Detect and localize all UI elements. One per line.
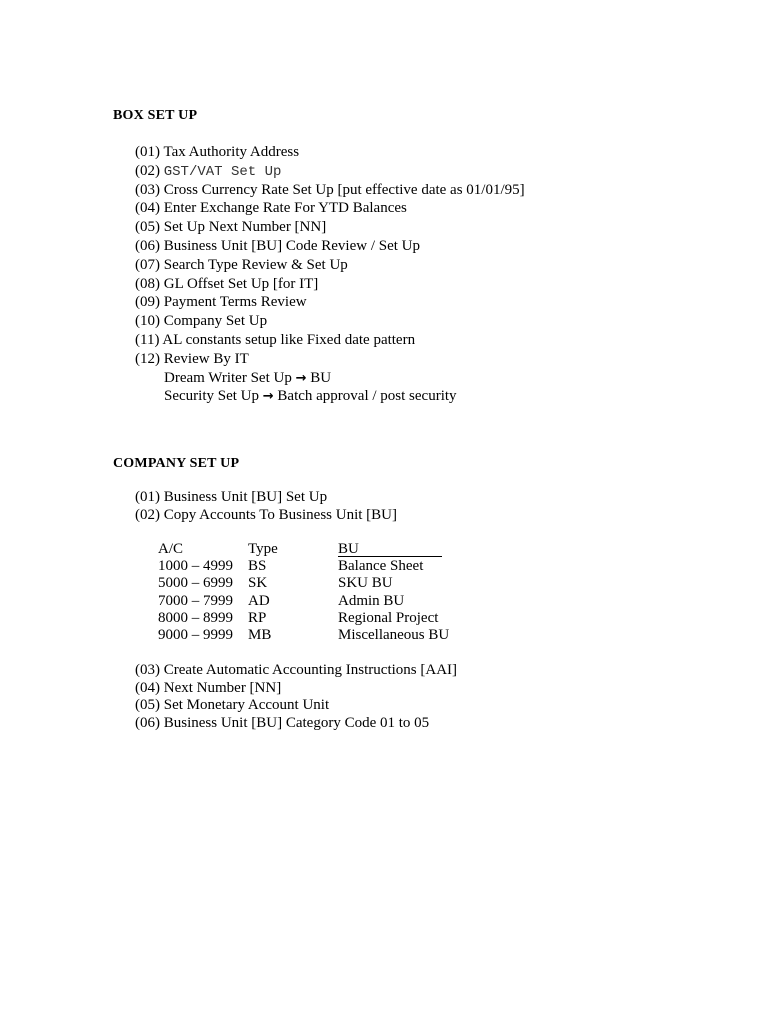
table-cell: SK xyxy=(248,575,268,592)
item-number: (03) xyxy=(135,662,160,678)
item-number: (01) xyxy=(135,144,160,160)
item-text: Copy Accounts To Business Unit [BU] xyxy=(163,506,398,523)
table-cell: Regional Project xyxy=(338,609,439,626)
table-cell: RP xyxy=(248,609,267,626)
table-cell: BS xyxy=(248,558,267,575)
sub-item-right: BU xyxy=(310,369,332,386)
item-number: (11) xyxy=(135,331,160,348)
item-number: (10) xyxy=(135,313,160,330)
item-text: AL constants setup like Fixed date pattern xyxy=(162,331,416,348)
sub-item xyxy=(135,387,525,406)
item-number: (07) xyxy=(135,256,160,273)
table-header-row xyxy=(158,541,453,558)
item-number: (03) xyxy=(135,181,160,198)
table-cell: 9000 – 9999 xyxy=(158,627,233,644)
item-text: Tax Authority Address xyxy=(163,144,300,160)
item-number: (05) xyxy=(135,219,160,236)
item-text: Business Unit [BU] Set Up xyxy=(163,489,328,505)
list-item xyxy=(135,237,525,256)
list-item xyxy=(135,275,525,294)
table-cell: Miscellaneous BU xyxy=(338,627,450,644)
item-text: Company Set Up xyxy=(163,313,268,330)
company-setup-list-continued xyxy=(135,662,457,732)
item-number: (06) xyxy=(135,714,160,731)
item-text: Business Unit [BU] Code Review / Set Up xyxy=(163,237,420,254)
item-text: Set Monetary Account Unit xyxy=(163,697,330,713)
item-text: Cross Currency Rate Set Up [put effective date as 01/01/95] xyxy=(163,181,525,198)
table-cell: Admin BU xyxy=(338,592,405,609)
right-arrow-icon: → xyxy=(295,370,307,386)
table-cell: Balance Sheet xyxy=(338,558,424,575)
account-range-table xyxy=(158,541,453,644)
table-cell: MB xyxy=(248,627,272,644)
table-cell: 5000 – 6999 xyxy=(158,575,233,592)
list-item xyxy=(135,199,525,218)
item-text: Enter Exchange Rate For YTD Balances xyxy=(163,200,407,217)
sub-item-left: Security Set Up xyxy=(164,388,259,405)
list-item xyxy=(135,218,525,237)
list-item xyxy=(135,507,397,525)
table-row xyxy=(158,627,453,644)
table-cell: 7000 – 7999 xyxy=(158,592,233,609)
item-number: (08) xyxy=(135,275,160,292)
item-text: Next Number [NN] xyxy=(163,679,282,696)
list-item xyxy=(135,489,397,507)
column-header-bu: BU xyxy=(338,542,442,557)
sub-item-right: Batch approval / post security xyxy=(277,388,457,405)
table-cell: 1000 – 4999 xyxy=(158,558,233,575)
item-number: (06) xyxy=(135,237,160,254)
list-item xyxy=(135,293,525,312)
list-item xyxy=(135,697,457,715)
sub-item-left: Dream Writer Set Up xyxy=(164,369,292,386)
company-setup-list xyxy=(135,489,397,524)
table-cell: 8000 – 8999 xyxy=(158,609,233,626)
box-setup-heading: BOX SET UP xyxy=(113,108,198,123)
list-item xyxy=(135,680,457,698)
item-text: Payment Terms Review xyxy=(163,294,307,311)
table-row xyxy=(158,575,453,592)
table-row xyxy=(158,593,453,610)
sub-item xyxy=(135,369,525,388)
item-text: Business Unit [BU] Category Code 01 to 05 xyxy=(163,714,430,731)
item-number: (04) xyxy=(135,679,160,696)
item-number: (05) xyxy=(135,697,160,713)
table-cell: AD xyxy=(248,592,270,609)
column-header-type: Type xyxy=(248,541,278,557)
item-text: GST/VAT Set Up xyxy=(163,163,282,180)
item-text: Create Automatic Accounting Instructions [AAI] xyxy=(163,662,458,678)
item-number: (12) xyxy=(135,350,160,367)
column-header-ac: A/C xyxy=(158,541,184,557)
item-text: Set Up Next Number [NN] xyxy=(163,219,327,236)
item-text: GL Offset Set Up [for IT] xyxy=(163,275,319,292)
item-number: (09) xyxy=(135,294,160,311)
table-cell: SKU BU xyxy=(338,575,393,592)
list-item xyxy=(135,162,525,181)
item-number: (02) xyxy=(135,162,160,179)
item-number: (02) xyxy=(135,506,160,523)
list-item xyxy=(135,662,457,680)
right-arrow-icon: → xyxy=(262,389,274,405)
box-setup-list xyxy=(135,143,525,406)
list-item xyxy=(135,181,525,200)
list-item xyxy=(135,143,525,162)
list-item xyxy=(135,312,525,331)
column-header-bu-cell xyxy=(338,541,453,558)
item-number: (04) xyxy=(135,200,160,217)
list-item xyxy=(135,256,525,275)
list-item xyxy=(135,350,525,369)
table-row xyxy=(158,610,453,627)
item-text: Search Type Review & Set Up xyxy=(163,256,348,273)
item-number: (01) xyxy=(135,489,160,505)
table-row xyxy=(158,558,453,575)
company-setup-heading: COMPANY SET UP xyxy=(113,456,240,471)
list-item xyxy=(135,331,525,350)
item-text: Review By IT xyxy=(163,350,249,367)
list-item xyxy=(135,715,457,733)
